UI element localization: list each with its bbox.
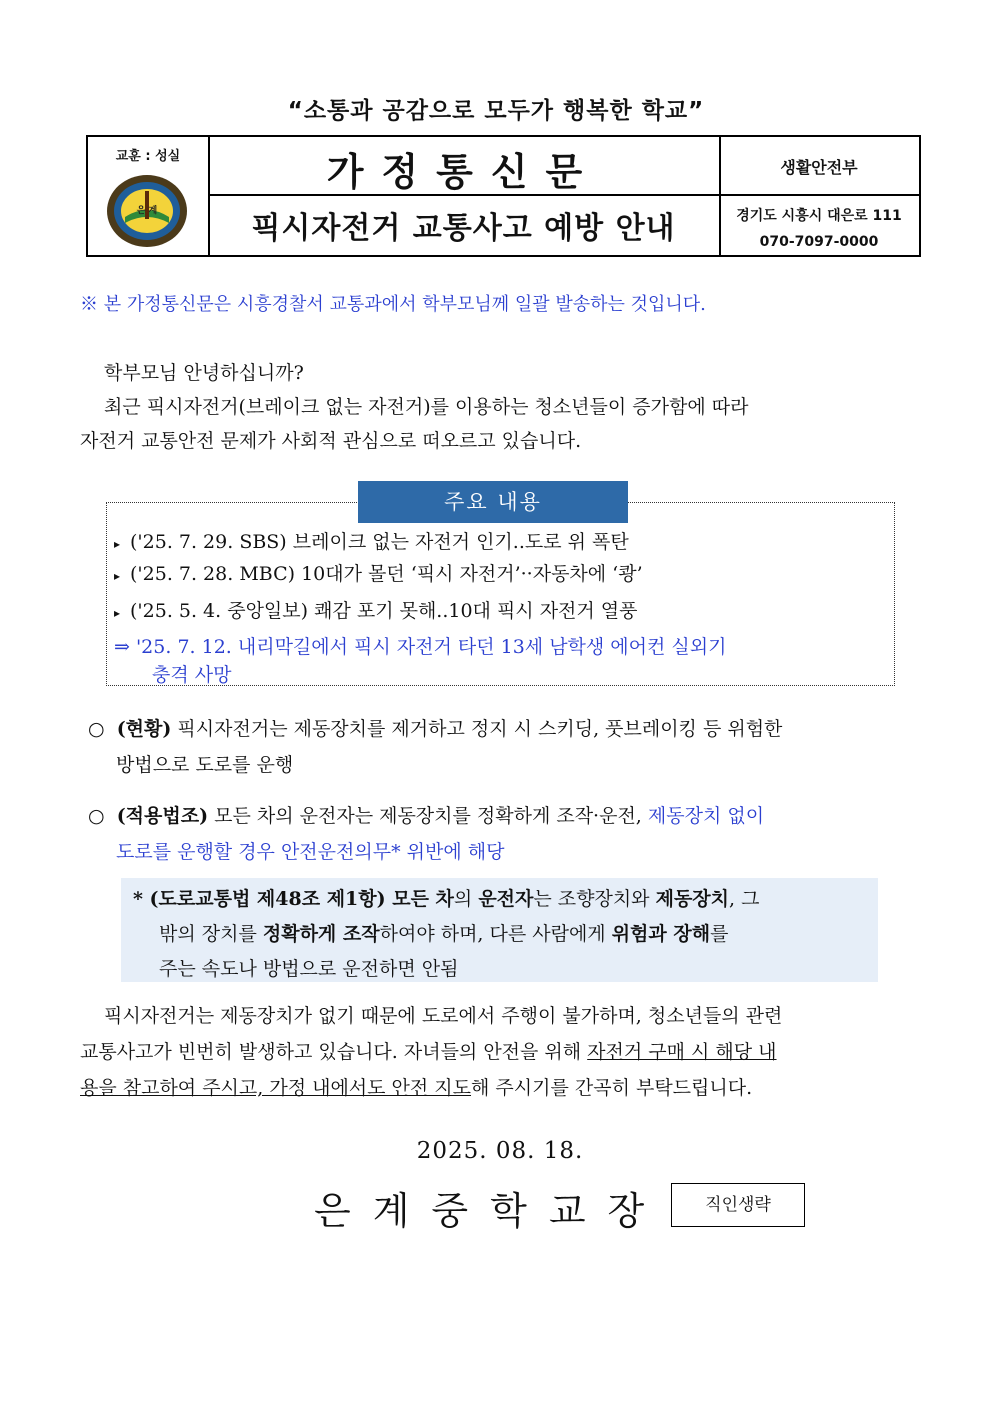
list-item: ▸ ('25. 7. 29. SBS) 브레이크 없는 자전거 인기..도로 위 폭탄 bbox=[114, 531, 629, 553]
principal-signature: 은계중학교장 bbox=[314, 1189, 667, 1233]
phone: 070-7097-0000 bbox=[759, 234, 879, 250]
doc-title: 가정통신문 bbox=[326, 150, 601, 194]
seal-omitted-stamp: 직인생략 bbox=[671, 1183, 805, 1227]
school-motto: 교훈 : 성실 bbox=[115, 149, 181, 164]
section-label: (적용법조) bbox=[116, 805, 209, 827]
closing-paragraph: 픽시자전거는 제동장치가 없기 때문에 도로에서 주행이 불가하며, 청소년들의 관련 교통사고가 빈번히 발생하고 있습니다. 자녀들의 안전을 위해 자전거 구매 시 해당 내 용을 참고하여 주시고, 가정 내에서도 안전 지도해 주시기를 간곡히 부탁드립니다. bbox=[80, 1005, 783, 1099]
section-current: ○ (현황) 픽시자전거는 제동장치를 제거하고 정지 시 스키딩, 풋브레이킹 등 위험한 방법으로 도로를 운행 bbox=[88, 718, 783, 776]
logo-text: 은 계 bbox=[136, 206, 158, 216]
title-cell bbox=[208, 137, 721, 255]
logo-cell bbox=[88, 137, 210, 255]
highlight-item-line-2: 충격 사망 bbox=[152, 664, 232, 686]
doc-subtitle: 픽시자전거 교통사고 예방 안내 bbox=[251, 211, 676, 246]
section-label: (현황) bbox=[116, 718, 172, 740]
intro-line-1: 최근 픽시자전거(브레이크 없는 자전거)를 이용하는 청소년들이 증가함에 따라 bbox=[104, 396, 749, 418]
notice-line: ※ 본 가정통신문은 시흥경찰서 교통과에서 학부모님께 일괄 발송하는 것입니다. bbox=[80, 294, 706, 315]
list-item: ▸ ('25. 5. 4. 중앙일보) 쾌감 포기 못해..10대 픽시 자전거 열풍 bbox=[114, 600, 638, 622]
law-note-text: * (도로교통법 제48조 제1항) 모든 차의 운전자는 조향장치와 제동장치, 그 밖의 장치를 정확하게 조작하여야 하며, 다른 사람에게 위험과 장해를 주는 속도나 방법으로 운전하면 안됨 bbox=[133, 888, 760, 980]
bullet-icon: ▸ bbox=[114, 569, 121, 583]
bullet-icon: ▸ bbox=[114, 537, 121, 551]
address: 경기도 시흥시 대은로 111 bbox=[736, 208, 902, 224]
law-note-box bbox=[121, 878, 878, 982]
contact bbox=[719, 203, 919, 255]
info-cell bbox=[719, 137, 919, 255]
issue-date: 2025. 08. 18. bbox=[416, 1138, 584, 1164]
section-marker: ○ bbox=[88, 805, 105, 827]
school-motto-banner: “소통과 공감으로 모두가 행복한 학교” bbox=[287, 98, 705, 124]
intro-line-2: 자전거 교통안전 문제가 사회적 관심으로 떠오르고 있습니다. bbox=[80, 430, 582, 452]
divider bbox=[208, 194, 719, 196]
list-item: ▸ ('25. 7. 28. MBC) 10대가 몰던 ‘픽시 자전거’··자동차에 ‘쾅’ bbox=[114, 563, 643, 585]
department: 생활안전부 bbox=[780, 158, 858, 177]
bullet-icon: ▸ bbox=[114, 606, 121, 620]
section-marker: ○ bbox=[88, 718, 105, 740]
greeting: 학부모님 안녕하십니까? bbox=[104, 362, 304, 384]
key-content-title: 주요 내용 bbox=[358, 481, 628, 523]
divider bbox=[719, 194, 919, 196]
letter-header bbox=[86, 135, 921, 257]
section-law: ○ (적용법조) 모든 차의 운전자는 제동장치를 정확하게 조작·운전, 제동장치 없이 도로를 운행할 경우 안전운전의무* 위반에 해당 bbox=[88, 805, 765, 863]
highlight-item-line-1: ⇒ '25. 7. 12. 내리막길에서 픽시 자전거 타던 13세 남학생 에어컨 실외기 bbox=[114, 636, 727, 658]
